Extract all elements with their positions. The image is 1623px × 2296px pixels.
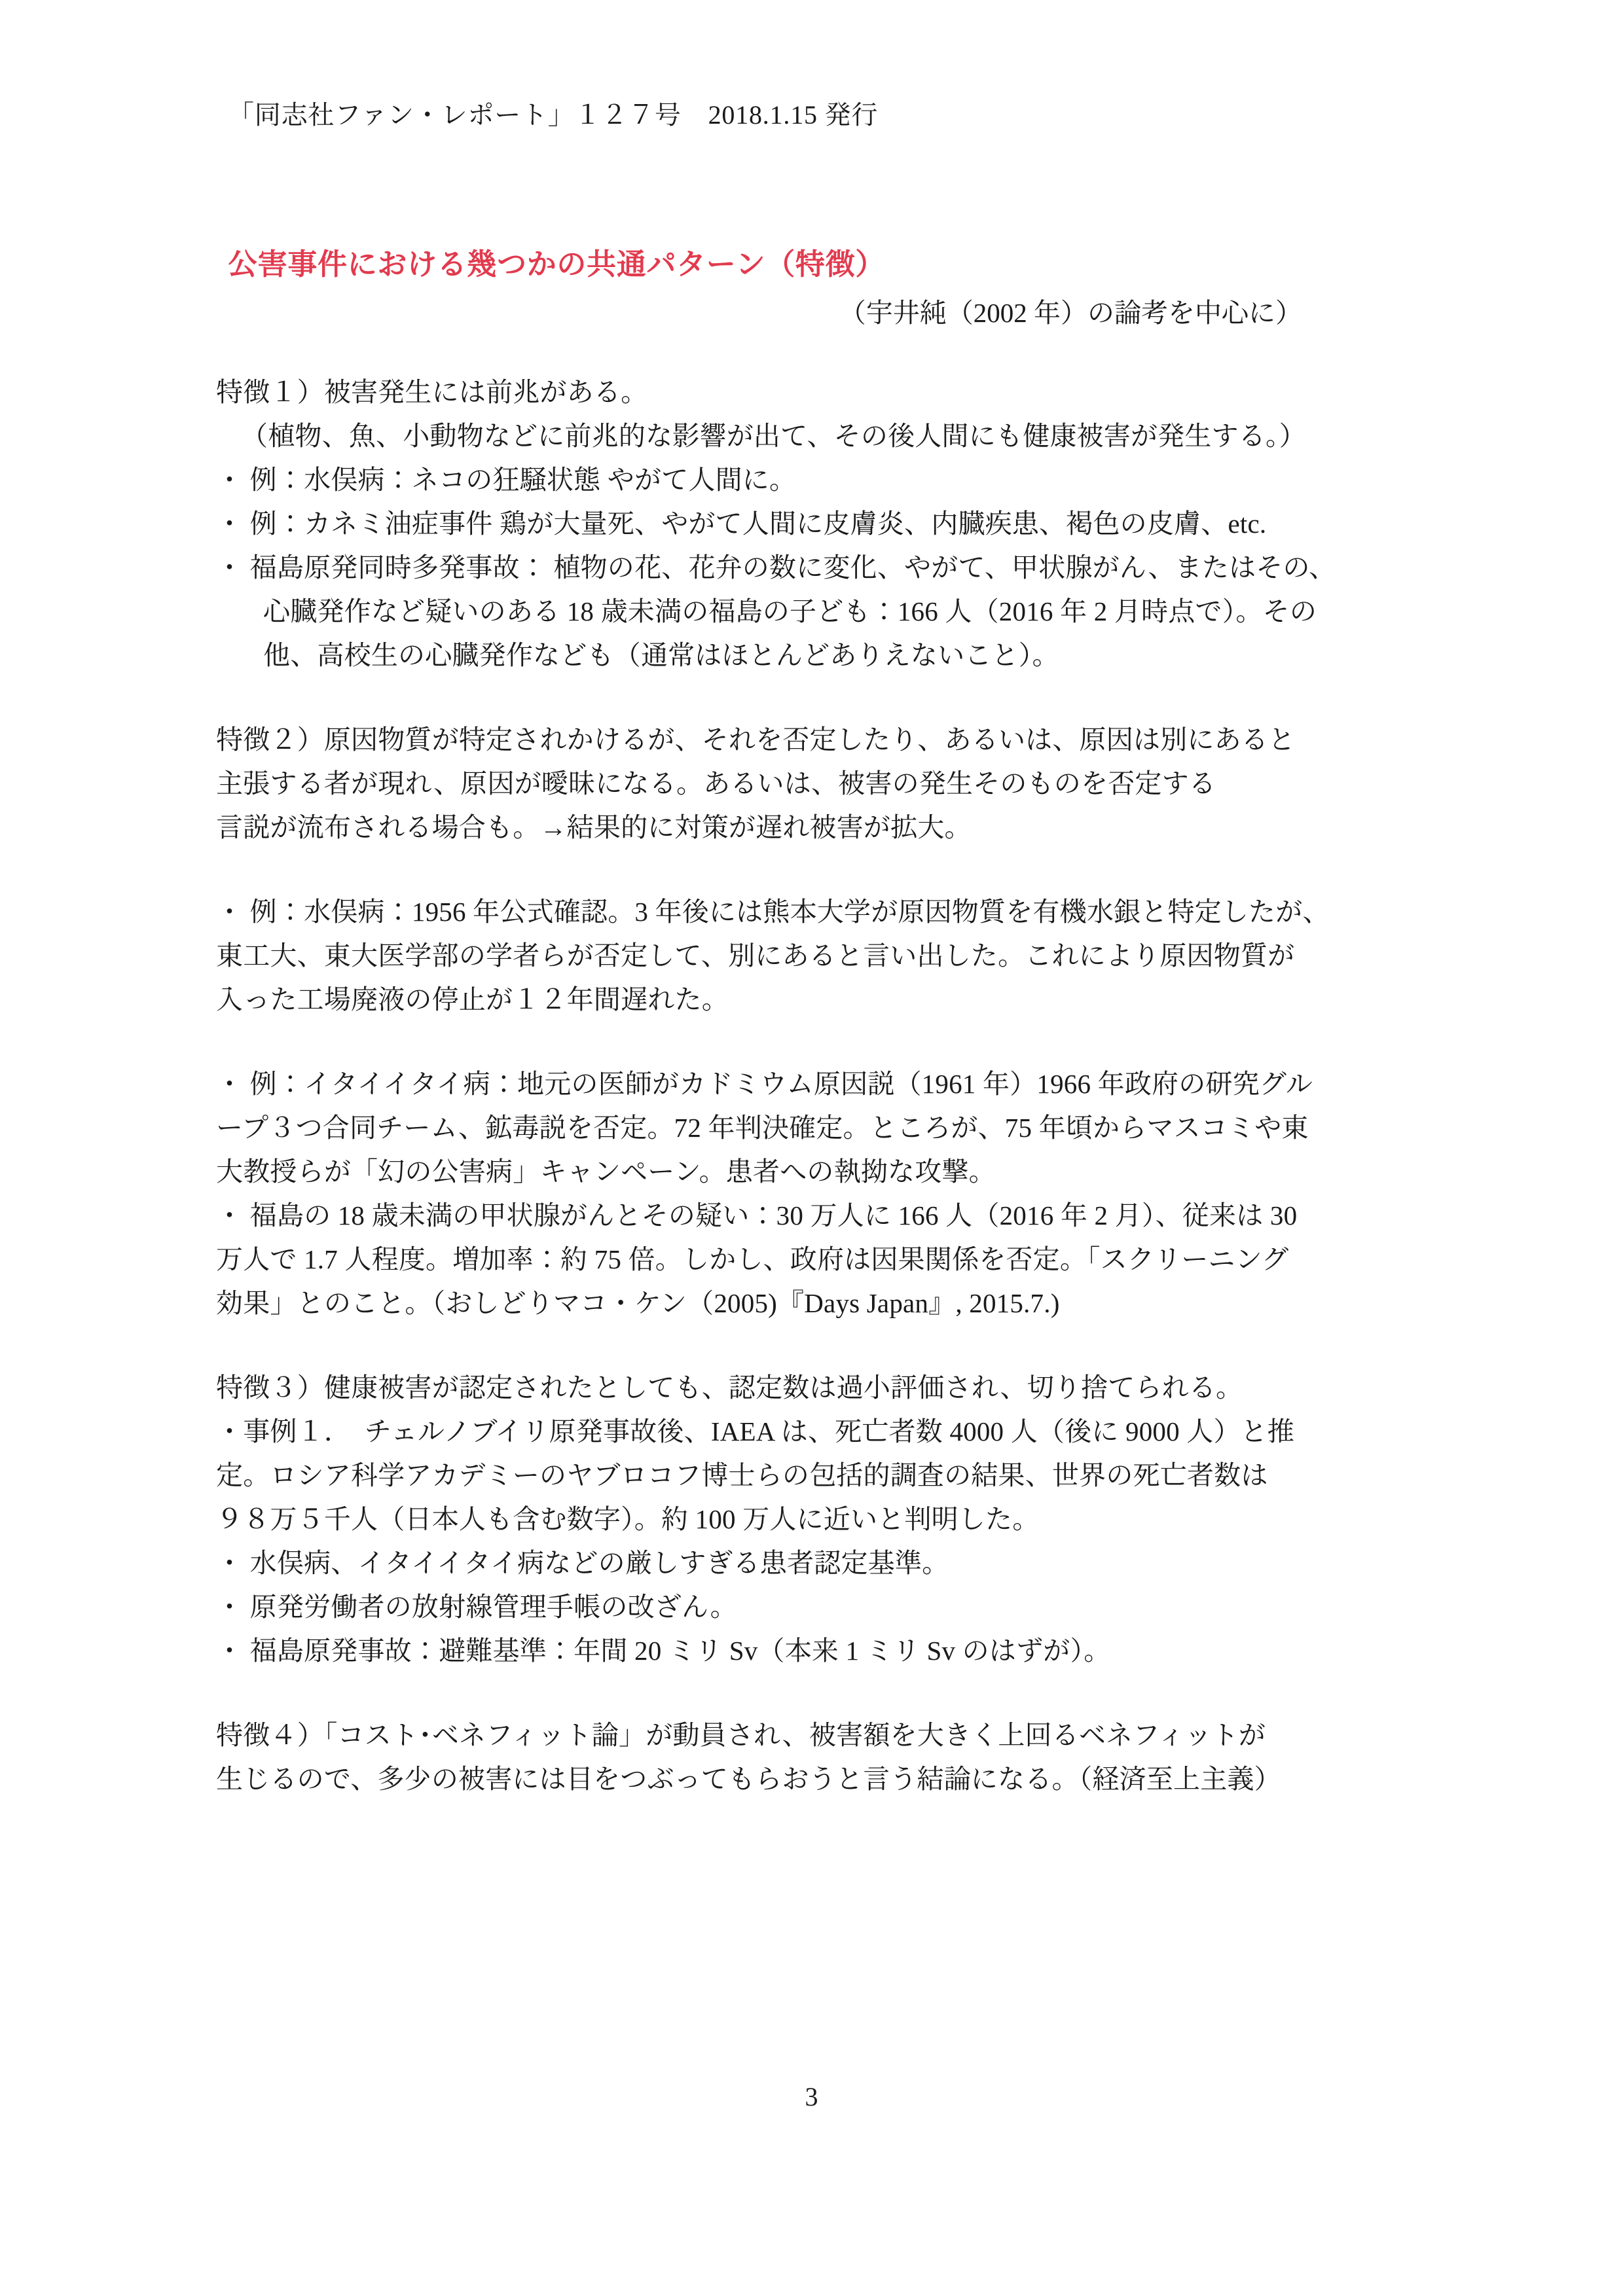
section-line: ・ 福島原発同時多発事故： 植物の花、花弁の数に変化、やがて、甲状腺がん、またはその、	[216, 552, 1336, 583]
section-line: 入った工場廃液の停止が１２年間遅れた。	[216, 984, 729, 1015]
section-gap	[216, 1673, 1407, 1713]
section-line: ・ 福島の 18 歳未満の甲状腺がんとその疑い：30 万人に 166 人（2016 年 2 月）、従来は 30	[216, 1200, 1298, 1231]
section-feature-4	[216, 1713, 1407, 1801]
section-line: 言説が流布される場合も。→結果的に対策が遅れ被害が拡大。	[216, 812, 972, 843]
section-line: ・ 例：イタイイタイ病：地元の医師がカドミウム原因説（1961 年）1966 年政府の研究グル	[216, 1069, 1313, 1100]
section-line: ープ３つ合同チーム、鉱毒説を否定。72 年判決確定。ところが、75 年頃からマスコミや東	[216, 1113, 1309, 1143]
section-heading: 特徴２）原因物質が特定されかけるが、それを否定したり、あるいは、原因は別にあると	[216, 725, 1296, 755]
header-title-spacer	[216, 132, 1407, 245]
section-line: ・ 原発労働者の放射線管理手帳の改ざん。	[216, 1592, 737, 1623]
section-line: ・ 例：水俣病：ネコの狂騒状態 やがて人間に。	[216, 465, 797, 495]
section-line: ・ 福島原発事故：避難基準：年間 20 ミリ Sv（本来 1 ミリ Sv のはずが）。	[216, 1636, 1111, 1666]
section-feature-2-example-minamata	[216, 890, 1407, 1022]
section-line: ・事例１． チェルノブイリ原発事故後、IAEA は、死亡者数 4000 人（後に 9000 人）と推	[216, 1416, 1295, 1447]
section-gap	[216, 1325, 1407, 1366]
title-body-spacer	[216, 331, 1407, 370]
section-heading: 特徴３）健康被害が認定されたとしても、認定数は過小評価され、切り捨てられる。	[216, 1372, 1243, 1403]
section-line: 他、高校生の心臓発作なども（通常はほとんどありえないこと）。	[263, 640, 1059, 671]
page-subtitle: （宇井純（2002 年）の論考を中心に）	[839, 297, 1302, 328]
section-line: 定。ロシア科学アカデミーのヤブロコフ博士らの包括的調査の結果、世界の死亡者数は	[216, 1460, 1268, 1491]
section-gap	[216, 850, 1407, 890]
section-gap	[216, 1022, 1407, 1062]
section-line: 万人で 1.7 人程度。増加率：約 75 倍。しかし、政府は因果関係を否定。「スクリーニング	[216, 1244, 1289, 1275]
section-line: 東工大、東大医学部の学者らが否定して、別にあると言い出した。これにより原因物質が	[216, 941, 1295, 971]
section-feature-1	[216, 370, 1407, 677]
section-line: 心臓発作など疑いのある 18 歳未満の福島の子ども：166 人（2016 年 2 月時点で）。その	[263, 596, 1317, 627]
section-line: 効果」とのこと。（おしどりマコ・ケン（2005)『Days Japan』, 2015.7.)	[216, 1288, 1060, 1319]
page-number: 3	[805, 2082, 818, 2111]
section-feature-2	[216, 718, 1407, 850]
section-line: ・ 例：カネミ油症事件 鶏が大量死、やがて人間に皮膚炎、内臓疾患、褐色の皮膚、etc.	[216, 509, 1267, 539]
section-line: ９８万５千人（日本人も含む数字）。約 100 万人に近いと判明した。	[216, 1504, 1040, 1535]
section-line: 大教授らが「幻の公害病」キャンペーン。患者への執拗な攻撃。	[216, 1157, 996, 1187]
section-line: ・ 例：水俣病：1956 年公式確認。3 年後には熊本大学が原因物質を有機水銀と特定したが、	[216, 897, 1330, 927]
section-line: ・ 水俣病、イタイイタイ病などの厳しすぎる患者認定基準。	[216, 1548, 949, 1579]
section-line: （植物、魚、小動物などに前兆的な影響が出て、その後人間にも健康被害が発生する。）	[241, 421, 1306, 452]
document-header: 「同志社ファン・レポート」１２７号 2018.1.15 発行	[228, 100, 879, 130]
page-title: 公害事件における幾つかの共通パターン（特徴）	[228, 248, 885, 281]
section-line: 生じるので、多少の被害には目をつぶってもらおうと言う結論になる。（経済至上主義）	[216, 1764, 1281, 1795]
section-heading: 特徴４）「コスト･ベネフィット論」が動員され、被害額を大きく上回るベネフィットが	[216, 1720, 1266, 1751]
section-heading: 特徴１）被害発生には前兆がある。	[216, 377, 648, 408]
section-feature-2-example-itaiitai	[216, 1062, 1407, 1325]
section-gap	[216, 677, 1407, 718]
section-feature-3	[216, 1366, 1407, 1673]
section-line: 主張する者が現れ、原因が曖昧になる。あるいは、被害の発生そのものを否定する	[216, 768, 1216, 799]
